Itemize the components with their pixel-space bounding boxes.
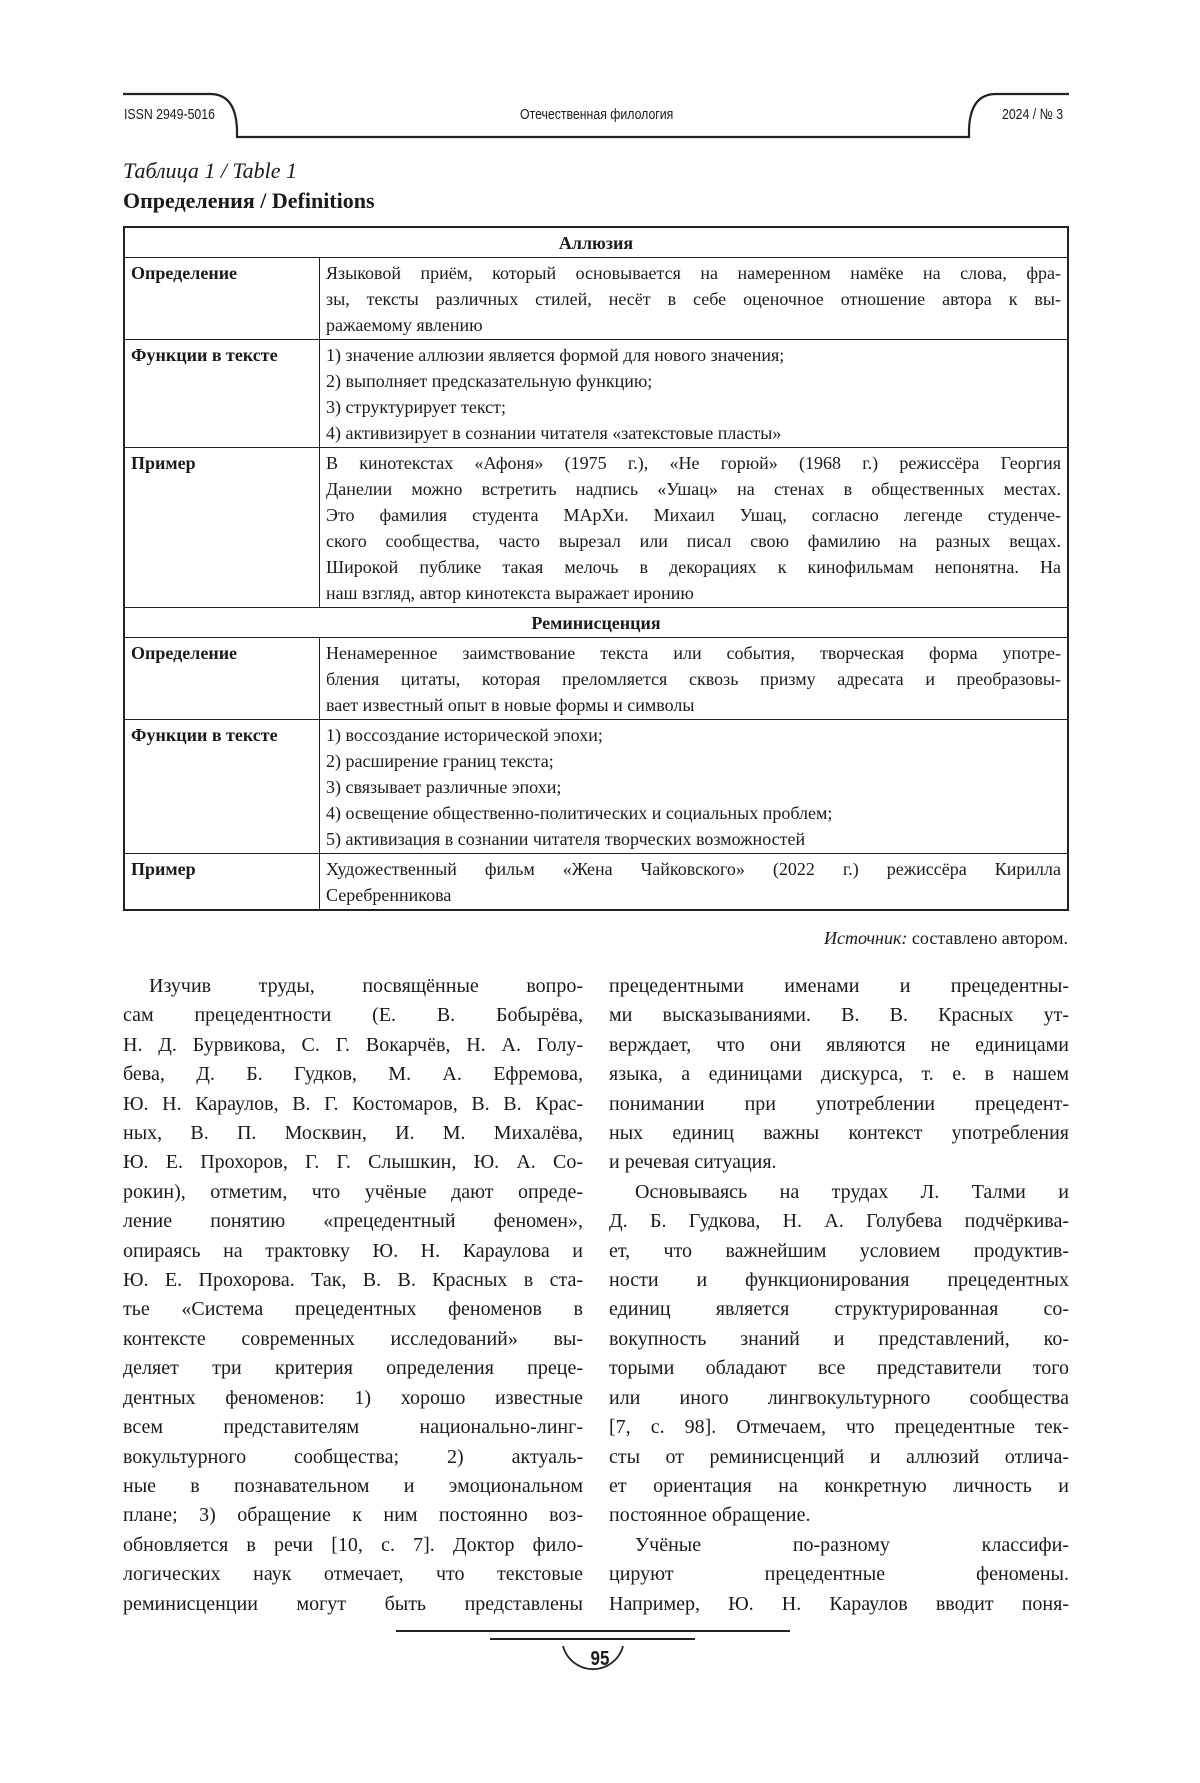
list-item: 3) структурирует текст;	[326, 394, 1061, 420]
row-content	[320, 854, 1069, 911]
text-line: сам прецедентности (Е. В. Бобырёва,	[123, 1001, 583, 1030]
text-line: вокупность знаний и представлений, ко-	[609, 1325, 1069, 1354]
table-label: Таблица 1 / Table 1	[123, 158, 297, 184]
journal-title: Отечественная филология	[520, 106, 673, 123]
text-line: постоянное обращение.	[609, 1501, 1069, 1530]
table-title: Определения / Definitions	[123, 188, 375, 214]
row-label: Определение	[124, 258, 320, 340]
row-content	[320, 720, 1069, 854]
text-line: вает известный опыт в новые формы и символы	[326, 692, 1061, 718]
text-line: дентных феноменов: 1) хорошо известные	[123, 1384, 583, 1413]
text-line: ности и функционирования прецедентных	[609, 1266, 1069, 1295]
row-label: Функции в тексте	[124, 340, 320, 448]
text-line: цируют прецедентные феномены.	[609, 1560, 1069, 1589]
text-line: ные в познавательном и эмоциональном	[123, 1472, 583, 1501]
row-content	[320, 448, 1069, 608]
text-line: Широкой публике такая мелочь в декорациях к кинофильмам непонятна. На	[326, 554, 1061, 580]
paragraph	[609, 972, 1069, 1178]
text-line: бева, Д. Б. Гудков, М. А. Ефремова,	[123, 1060, 583, 1089]
table-section-row	[124, 608, 1068, 638]
source-label: Источник:	[824, 928, 907, 948]
text-line: тье «Система прецедентных феноменов в	[123, 1295, 583, 1324]
text-line: ми высказываниями. В. В. Красных ут-	[609, 1001, 1069, 1030]
row-label: Функции в тексте	[124, 720, 320, 854]
text-line: логических наук отмечает, что текстовые	[123, 1560, 583, 1589]
text-line: Изучив труды, посвящённые вопро-	[123, 972, 583, 1001]
list-item: 4) активизирует в сознании читателя «затекстовые пласты»	[326, 420, 1061, 446]
text-line: верждает, что они являются не единицами	[609, 1031, 1069, 1060]
text-line: понимании при употреблении прецедент-	[609, 1090, 1069, 1119]
list-item: 2) выполняет предсказательную функцию;	[326, 368, 1061, 394]
text-line: реминисценции могут быть представлены	[123, 1590, 583, 1619]
text-line: ражаемому явлению	[326, 312, 1061, 338]
text-line: вокультурного сообщества; 2) актуаль-	[123, 1443, 583, 1472]
text-line: ных, В. П. Москвин, И. М. Михалёва,	[123, 1119, 583, 1148]
list-item: 1) значение аллюзии является формой для нового значения;	[326, 342, 1061, 368]
text-line: Это фамилия студента МАрХи. Михаил Ушац, согласно легенде студенче-	[326, 502, 1061, 528]
text-line: ление понятию «прецедентный феномен»,	[123, 1207, 583, 1236]
table-row	[124, 720, 1068, 854]
text-line: ского сообщества, часто вырезал или писал свою фамилию на разных вещах.	[326, 528, 1061, 554]
text-line: обновляется в речи [10, с. 7]. Доктор фило-	[123, 1531, 583, 1560]
text-line: ет, что важнейшим условием продуктив-	[609, 1237, 1069, 1266]
text-line: языка, а единицами дискурса, т. е. в нашем	[609, 1060, 1069, 1089]
table-source	[824, 928, 1068, 949]
text-line: и речевая ситуация.	[609, 1148, 1069, 1177]
issue-number: 2024 / № 3	[1002, 106, 1063, 123]
text-line: Ненамеренное заимствование текста или события, творческая форма употре-	[326, 640, 1061, 666]
definitions-table	[123, 226, 1069, 911]
section-title: Аллюзия	[124, 227, 1068, 258]
text-line: Ю. Е. Прохоров, Г. Г. Слышкин, Ю. А. Со-	[123, 1148, 583, 1177]
list-item: 4) освещение общественно-политических и социальных проблем;	[326, 800, 1061, 826]
text-line: Д. Б. Гудкова, Н. А. Голубева подчёркива-	[609, 1207, 1069, 1236]
text-line: торыми обладают все представители того	[609, 1354, 1069, 1383]
text-line: плане; 3) обращение к ним постоянно воз-	[123, 1501, 583, 1530]
text-line: единиц является структурированная со-	[609, 1295, 1069, 1324]
text-line: бления цитаты, которая преломляется сквозь призму адресата и преобразовы-	[326, 666, 1061, 692]
text-line: Н. Д. Бурвикова, С. Г. Вокарчёв, Н. А. Голу-	[123, 1031, 583, 1060]
row-label: Пример	[124, 854, 320, 911]
row-content	[320, 340, 1069, 448]
table-row	[124, 854, 1068, 911]
paragraph	[609, 1531, 1069, 1619]
text-line: Художественный фильм «Жена Чайковского» (2022 г.) режиссёра Кирилла	[326, 856, 1061, 882]
row-content	[320, 638, 1069, 720]
issn: ISSN 2949-5016	[124, 106, 215, 123]
row-content	[320, 258, 1069, 340]
body-column-right	[609, 972, 1069, 1619]
text-line: всем представителям национально-линг-	[123, 1413, 583, 1442]
text-line: Серебренникова	[326, 882, 1061, 908]
table-row	[124, 448, 1068, 608]
header-frame	[0, 0, 1200, 160]
text-line: рокин), отметим, что учёные дают опреде-	[123, 1178, 583, 1207]
text-line: Данелии можно встретить надпись «Ушац» на стенах в общественных местах.	[326, 476, 1061, 502]
text-line: прецедентными именами и прецедентны-	[609, 972, 1069, 1001]
table-section-row	[124, 227, 1068, 258]
text-line: ет ориентация на конкретную личность и	[609, 1472, 1069, 1501]
text-line: Например, Ю. Н. Караулов вводит поня-	[609, 1590, 1069, 1619]
text-line: Основываясь на трудах Л. Талми и	[609, 1178, 1069, 1207]
row-label: Определение	[124, 638, 320, 720]
text-line: наш взгляд, автор кинотекста выражает иронию	[326, 580, 1061, 606]
text-line: зы, тексты различных стилей, несёт в себе оценочное отношение автора к вы-	[326, 286, 1061, 312]
list-item: 5) активизация в сознании читателя творческих возможностей	[326, 826, 1061, 852]
source-text: составлено автором.	[907, 928, 1068, 948]
text-line: опираясь на трактовку Ю. Н. Караулова и	[123, 1237, 583, 1266]
table-row	[124, 638, 1068, 720]
row-label: Пример	[124, 448, 320, 608]
page-number: 95	[583, 1648, 617, 1671]
text-line: Языковой приём, который основывается на намеренном намёке на слова, фра-	[326, 260, 1061, 286]
text-line: Учёные по-разному классифи-	[609, 1531, 1069, 1560]
text-line: [7, с. 98]. Отмечаем, что прецедентные тек-	[609, 1413, 1069, 1442]
text-line: или иного лингвокультурного сообщества	[609, 1384, 1069, 1413]
text-line: Ю. Н. Караулов, В. Г. Костомаров, В. В. Крас-	[123, 1090, 583, 1119]
text-line: деляет три критерия определения преце-	[123, 1354, 583, 1383]
section-title: Реминисценция	[124, 608, 1068, 638]
table-row	[124, 258, 1068, 340]
paragraph	[609, 1178, 1069, 1531]
list-item: 3) связывает различные эпохи;	[326, 774, 1061, 800]
text-line: сты от реминисценций и аллюзий отлича-	[609, 1443, 1069, 1472]
table-row	[124, 340, 1068, 448]
list-item: 1) воссоздание исторической эпохи;	[326, 722, 1061, 748]
paragraph	[123, 972, 583, 1619]
text-line: ных единиц важны контекст употребления	[609, 1119, 1069, 1148]
list-item: 2) расширение границ текста;	[326, 748, 1061, 774]
text-line: Ю. Е. Прохорова. Так, В. В. Красных в ста-	[123, 1266, 583, 1295]
text-line: контексте современных исследований» вы-	[123, 1325, 583, 1354]
body-column-left	[123, 972, 583, 1619]
text-line: В кинотекстах «Афоня» (1975 г.), «Не горюй» (1968 г.) режиссёра Георгия	[326, 450, 1061, 476]
